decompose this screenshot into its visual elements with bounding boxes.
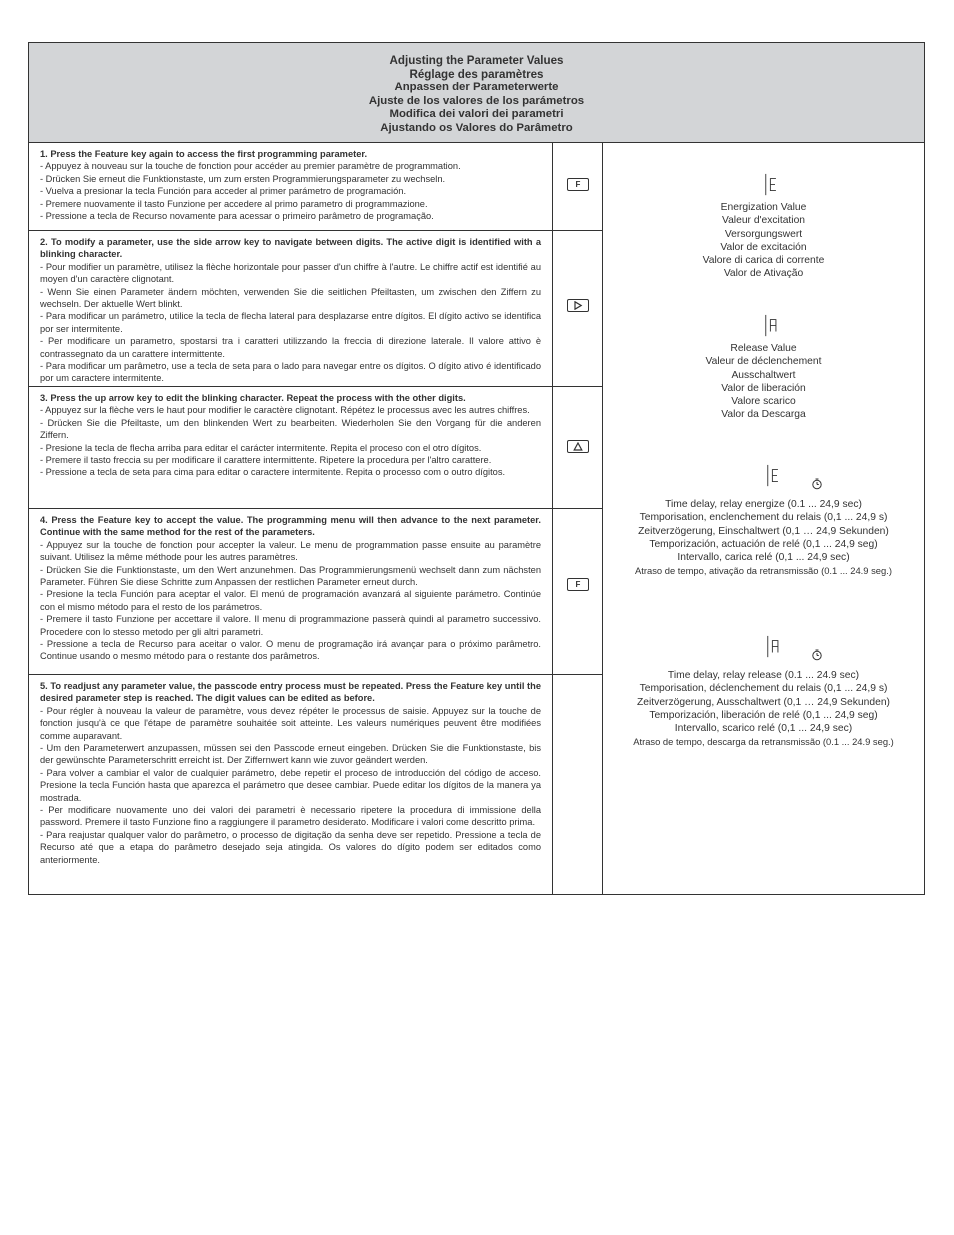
- display-line: Zeitverzögerung, Einschaltwert (0,1 … 24,9 Sekunden): [638, 525, 889, 537]
- step-line: - Presione la tecla de flecha arriba para editar el carácter intermitente. Repita el proceso con el otro dígitos.: [40, 442, 482, 453]
- step-heading: 5. To readjust any parameter value, the passcode entry process must be repeated. Press the Feature key until the desired parameter step is reached. The digit values can be edited as before.: [40, 681, 541, 704]
- key-column: [552, 143, 603, 894]
- step-heading: 4. Press the Feature key to accept the value. The programming menu will then advance to the next parameter. Continue with the same method for the rest of the parameters.: [40, 515, 541, 538]
- step-line: - Para volver a cambiar el valor de cualquier parámetro, debe repetir el proceso de introducción del código de acceso. Presione la tecla Función hasta que aparezca el parámetro que desee cambiar. Puede editar los dígitos de la manera ya mostrada.: [40, 767, 541, 803]
- title-italian: Modifica dei valori dei parametri: [389, 108, 564, 120]
- step-line: - Wenn Sie einen Parameter ändern möchten, verwenden Sie die seitlichen Pfeiltasten, um zwischen den Ziffern zu wechseln. Der aktuelle Wert blinkt.: [40, 286, 541, 310]
- step-line: - Premere il tasto freccia su per modificare il carattere intermittente. Ripetere la procedura per l'altro carattere.: [40, 455, 492, 466]
- up-arrow-key[interactable]: [567, 440, 589, 453]
- step-line: - Presione la tecla Función para aceptar el valor. El menú de programación avanzará al siguiente parámetro. Continúe con el mismo método para el resto de los parámetros.: [40, 589, 541, 612]
- display-line: Temporisation, déclenchement du relais (0,1 ... 24,9 s): [639, 683, 888, 695]
- step-line: - Appuyez sur la flèche vers le haut pour modifier le caractère clignotant. Répétez le processus avec les autres chiffres.: [40, 405, 530, 416]
- step-line: - Per modificare un parametro, spostarsi tra i caratteri utilizzando la freccia di direzione laterale. Il valore attivo è contrassegnato da un carattere intermittente.: [40, 336, 541, 359]
- timer-icon: [811, 649, 823, 661]
- step-heading: 3. Press the up arrow key to edit the blinking character. Repeat the process with the other digits.: [40, 393, 466, 403]
- step-line: - Pour modifier un paramètre, utilisez la flèche horizontale pour passer d'un chiffre à l'autre. Le chiffre actif est identifié au moyen d'un caractère clignotant.: [40, 261, 541, 285]
- step-line: - Drücken Sie die Funktionstaste, um den Wert anzunehmen. Das Programmierungsmenü wechselt dann zum nächsten Parameter. Führen Sie diese Schritte zum Anpassen der restlichen Parameter erneut durch.: [40, 564, 541, 588]
- title-french: Réglage des paramètres: [409, 67, 544, 81]
- step-line: - Pour régler à nouveau la valeur de paramètre, vous devez répéter le processus de saisie. Appuyez sur la touche de fonction jusqu'à ce que l'étape de paramètre souhaitée soit atteinte. Les valeurs numériques peuvent être modifiées comme auparavant.: [40, 705, 541, 741]
- display-line: Intervallo, carica relé (0,1 ... 24,9 sec): [677, 552, 850, 564]
- right-arrow-key[interactable]: [567, 299, 589, 312]
- step-heading: 2. To modify a parameter, use the side arrow key to navigate between digits. The active digit is identified with a blinking character.: [40, 237, 541, 260]
- display-line: Valore scarico: [731, 396, 796, 408]
- display-line: Ausschaltwert: [731, 369, 796, 381]
- display-line: Atraso de tempo, ativação da retransmissão (0.1 ... 24.9 seg.): [635, 565, 892, 577]
- key-cell-4: [553, 509, 602, 675]
- step-line: - Pressione a tecla de Recurso novamente para acessar o primeiro parâmetro de programação.: [40, 211, 434, 222]
- step-line: - Appuyez à nouveau sur la touche de fonction pour accéder au premier paramètre de programmation.: [40, 161, 461, 172]
- step-line: - Para reajustar qualquer valor do parâmetro, o processo de digitação da senha deve ser repetido. Pressione a tecla de Recurso até que a etapa do parâmetro desejado seja atingida. Os valores do dígito podem ser editados como anteriormente.: [40, 829, 541, 865]
- key-cell-5: [553, 675, 602, 894]
- step-line: - Um den Parameterwert anzupassen, müssen sei den Passcode erneut eingeben. Drücken Sie die Funktionstaste, bis der gewünschte Parameterschritt erreicht ist. Der Ziffernwert kann wie zuvor geändert werden.: [40, 743, 541, 766]
- step-line: - Appuyez sur la touche de fonction pour accepter la valeur. Le menu de programmation passe ensuite au paramètre suivant. Utilisez la même méthode pour les autres paramètres.: [40, 539, 541, 563]
- step-3: [29, 387, 552, 509]
- step-line: - Premere il tasto Funzione per accettare il valore. Il menu di programmazione passerà quindi al parametro successivo. Procedere con lo stesso metodo per gli altri parametri.: [40, 614, 541, 637]
- step-line: - Pressione a tecla de seta para cima para editar o caractere intermitente. Repita o processo com o outro dígitos.: [40, 467, 506, 478]
- step-line: - Drücken Sie die Pfeiltaste, um den blinkenden Wert zu bearbeiten. Wiederholen Sie den Vorgang für die anderen Ziffern.: [40, 417, 541, 441]
- lcd-a-glyph: [765, 635, 789, 659]
- step-5: [29, 675, 552, 894]
- display-line: Time delay, relay energize (0.1 ... 24,9 sec): [665, 499, 862, 510]
- right-arrow-icon: [573, 301, 583, 310]
- display-line: Valeur d'excitation: [721, 215, 806, 227]
- display-line: Valor de excitación: [720, 241, 807, 253]
- display-line: Valor de Ativação: [723, 268, 804, 280]
- display-line: Versorgungswert: [724, 228, 803, 240]
- title-portuguese: Ajustando os Valores do Parâmetro: [380, 121, 573, 134]
- key-cell-2: [553, 231, 602, 387]
- lcd-e-glyph: [765, 464, 789, 488]
- display-line: Time delay, relay release (0.1 ... 24.9 sec): [667, 670, 860, 681]
- up-arrow-icon: [573, 442, 583, 451]
- display-line: Temporización, liberación de relé (0,1 ... 24,9 seg): [649, 709, 878, 721]
- step-line: - Pressione a tecla de Recurso para aceitar o valor. O menu de programação irá avançar para o próximo parâmetro. Continue usando o mesmo método para o restante dos parâmetros.: [40, 639, 541, 662]
- key-cell-1: [553, 143, 602, 231]
- lcd-a-glyph: [763, 314, 787, 338]
- step-2: [29, 231, 552, 387]
- title-german: Anpassen der Parameterwerte: [394, 81, 559, 93]
- feature-key[interactable]: F: [567, 578, 589, 591]
- display-line: Valore di carica di corrente: [702, 255, 825, 267]
- display-line: Valor da Descarga: [721, 409, 806, 421]
- display-line: Release Value: [730, 343, 797, 354]
- step-4: [29, 509, 552, 675]
- step-heading: 1. Press the Feature key again to access the first programming parameter.: [40, 149, 368, 159]
- display-line: Valor de liberación: [721, 382, 806, 394]
- step-line: - Para modificar um parâmetro, use a tecla de seta para o lado para navegar entre os dígitos. O dígito ativo é identificado por um caractere intermitente.: [40, 361, 541, 384]
- step-line: - Drücken Sie erneut die Funktionstaste, um zum ersten Programmierungsparameter zu wechseln.: [40, 173, 446, 184]
- key-cell-3: [553, 387, 602, 509]
- display-line: Energization Value: [720, 202, 807, 213]
- display-column: [603, 143, 924, 894]
- section-header: [29, 43, 924, 143]
- display-line: Intervallo, scarico relé (0,1 ... 24,9 sec): [674, 723, 853, 735]
- display-line: Atraso de tempo, descarga da retransmissão (0.1 ... 24.9 seg.): [633, 736, 894, 748]
- display-line: Temporización, actuación de relé (0,1 ... 24,9 seg): [649, 538, 878, 550]
- display-line: Temporisation, enclenchement du relais (0,1 ... 24,9 s): [639, 512, 888, 524]
- feature-key[interactable]: F: [567, 178, 589, 191]
- title-english: Adjusting the Parameter Values: [389, 54, 564, 67]
- display-line: Zeitverzögerung, Ausschaltwert (0,1 … 24,9 Sekunden): [637, 696, 890, 708]
- lcd-e-glyph: [763, 173, 787, 197]
- parameter-sheet: [28, 42, 925, 895]
- step-line: - Per modificare nuovamente uno dei valori dei parametri è necessario ripetere la procedura di immissione della password. Premere il tasto Funzione fino a raggiungere il parametro desiderato. Modificare i valori come descritto prima.: [40, 805, 541, 828]
- step-line: - Vuelva a presionar la tecla Función para acceder al primer parámetro de programación.: [40, 186, 407, 197]
- title-spanish: Ajuste de los valores de los parámetros: [368, 94, 585, 107]
- timer-icon: [811, 478, 823, 490]
- display-line: Valeur de déclenchement: [705, 356, 822, 368]
- step-1: [29, 143, 552, 231]
- step-line: - Premere nuovamente il tasto Funzione per accedere al primo parametro di programmazione.: [40, 198, 428, 209]
- step-line: - Para modificar un parámetro, utilice la tecla de flecha lateral para desplazarse entre dígitos. El dígito activo se identifica por ser intermitente.: [40, 311, 541, 334]
